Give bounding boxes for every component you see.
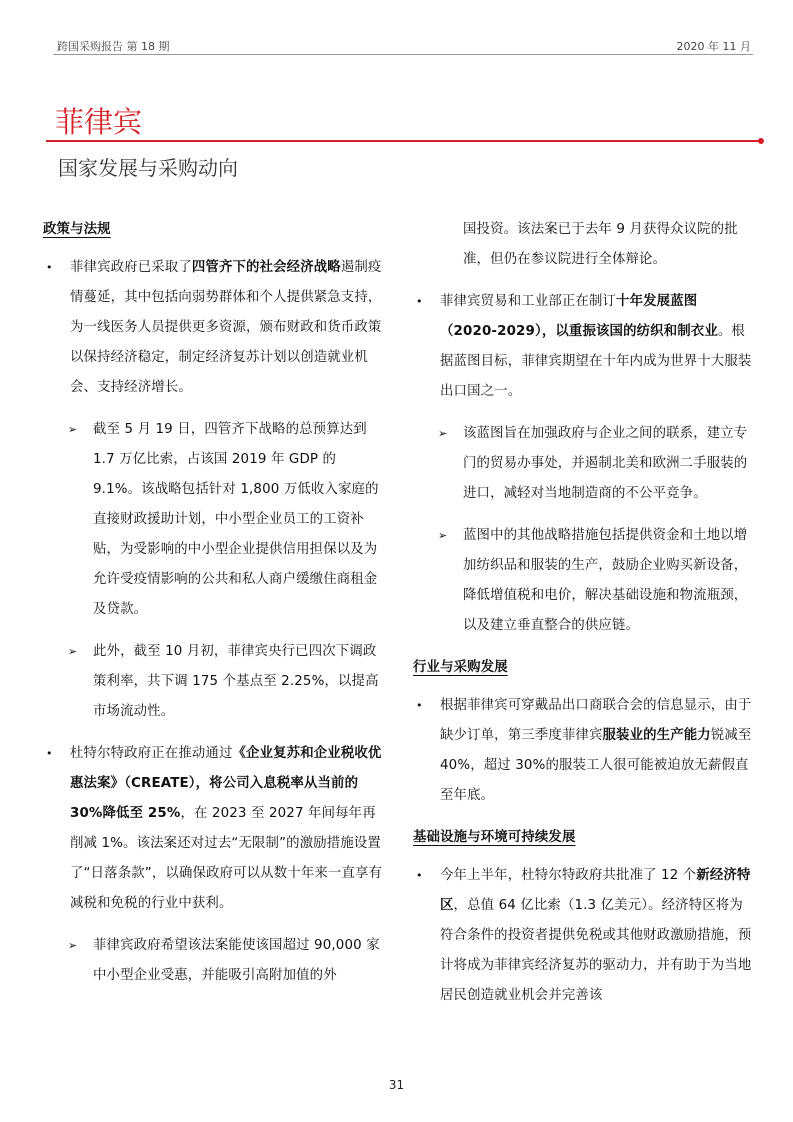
sub-bullet-item [43, 637, 383, 727]
bullet-text: ，总值 64 亿比索（1.3 亿美元）。经济特区将为符合条件的投资者提供免税或其他财政激励措施，预计将成为菲律宾经济复苏的驱动力，并有助于为当地居民创造就业机会并完善该 [440, 898, 752, 1003]
left-column [43, 215, 383, 1003]
section-heading-infrastructure: 基础设施与环境可持续发展 [413, 830, 576, 845]
bullet-bold-text: 新经济特区 [440, 868, 751, 913]
bullet-item [43, 739, 383, 919]
sub-bullet-item [413, 521, 753, 641]
sub-bullet-item [43, 931, 383, 991]
sub-bullet-text: 截至 5 月 19 日，四管齐下战略的总预算达到 1.7 万亿比索，占该国 2019 年 GDP 的 9.1%。该战略包括针对 1,800 万低收入家庭的直接财政援助计划，中小型企业员工的工资补贴，为受影响的中小型企业提供信用担保以及为允许受疫情影响的公共和私人商户缓缴住商租金及贷款。 [93, 422, 379, 617]
bullet-marker: • [46, 261, 53, 274]
sub-bullet-text: 该蓝图旨在加强政府与企业之间的联系，建立专门的贸易办事处，并遏制北美和欧洲二手服装的进口，减轻对当地制造商的不公平竞争。 [463, 426, 748, 501]
bullet-text: 今年上半年，杜特尔特政府共批准了 12 个 [440, 868, 697, 883]
arrow-marker: ➢ [438, 427, 448, 440]
bullet-bold-text: 服装业的生产能力 [602, 728, 711, 743]
bullet-text: 杜特尔特政府正在推动通过 [70, 746, 233, 761]
arrow-marker: ➢ [68, 423, 78, 436]
bullet-item [413, 287, 753, 407]
bullet-bold-text: 《企业复苏和企业税收优惠法案》（CREATE），将公司入息税率从当前的 30%降低至 25% [70, 746, 382, 821]
bullet-bold-text: 十年发展蓝图（2020-2029），以重振该国的纺织和制衣业 [440, 294, 718, 339]
title-rule [46, 140, 761, 142]
title-rule-dot [758, 138, 764, 144]
bullet-marker: • [416, 699, 423, 712]
header-date: 2020 年 11 月 [676, 40, 751, 53]
bullet-text: 菲律宾贸易和工业部正在制订 [440, 294, 617, 309]
page-number: 31 [388, 1078, 405, 1092]
bullet-text: 遏制疫情蔓延，其中包括向弱势群体和个人提供紧急支持，为一线医务人员提供更多资源，颁布财政和货币政策以保持经济稳定，制定经济复苏计划以创造就业机会、支持经济增长。 [70, 260, 382, 395]
bullet-item [413, 861, 753, 1011]
page-title: 菲律宾 [55, 105, 143, 139]
sub-bullet-continuation [413, 215, 753, 275]
bullet-bold-text: 四管齐下的社会经济战略 [191, 260, 341, 275]
arrow-marker: ➢ [68, 939, 78, 952]
sub-bullet-item [413, 419, 753, 509]
arrow-marker: ➢ [438, 529, 448, 542]
bullet-marker: • [416, 295, 423, 308]
bullet-item [43, 253, 383, 403]
sub-bullet-text: 此外，截至 10 月初，菲律宾央行已四次下调政策利率，共下调 175 个基点至 2.25%，以提高市场流动性。 [93, 644, 379, 719]
right-column [413, 215, 753, 1023]
bullet-marker: • [46, 747, 53, 760]
bullet-text: 根据菲律宾可穿戴品出口商联合会的信息显示，由于缺少订单，第三季度菲律宾 [440, 698, 752, 743]
bullet-text: ，在 2023 至 2027 年间每年再削减 1%。该法案还对过去“无限制”的激励措施设置了“日落条款”，以确保政府可以从数十年来一直享有减税和免税的行业中获利。 [70, 806, 383, 911]
header-divider [53, 54, 753, 55]
arrow-marker: ➢ [68, 645, 78, 658]
bullet-text: 。根据蓝图目标，菲律宾期望在十年内成为世界十大服装出口国之一。 [440, 324, 752, 399]
sub-bullet-text: 蓝图中的其他战略措施包括提供资金和土地以增加纺织品和服装的生产，鼓励企业购买新设备，降低增值税和电价，解决基础设施和物流瓶颈，以及建立垂直整合的供应链。 [463, 528, 748, 633]
page-subtitle: 国家发展与采购动向 [58, 156, 238, 180]
sub-bullet-item [43, 415, 383, 625]
section-heading-industry: 行业与采购发展 [413, 660, 508, 675]
bullet-marker: • [416, 869, 423, 882]
bullet-text: 菲律宾政府已采取了 [70, 260, 192, 275]
sub-bullet-text: 菲律宾政府希望该法案能使该国超过 90,000 家中小型企业受惠，并能吸引高附加值的外 [93, 938, 380, 983]
bullet-item [413, 691, 753, 811]
bullet-text: 锐减至 40%，超过 30%的服装工人很可能被迫放无薪假直至年底。 [440, 728, 752, 803]
sub-bullet-text: 国投资。该法案已于去年 9 月获得众议院的批准，但仍在参议院进行全体辩论。 [463, 222, 738, 267]
section-heading-policy: 政策与法规 [43, 222, 111, 237]
header-report-title: 跨国采购报告 第 18 期 [57, 40, 170, 53]
